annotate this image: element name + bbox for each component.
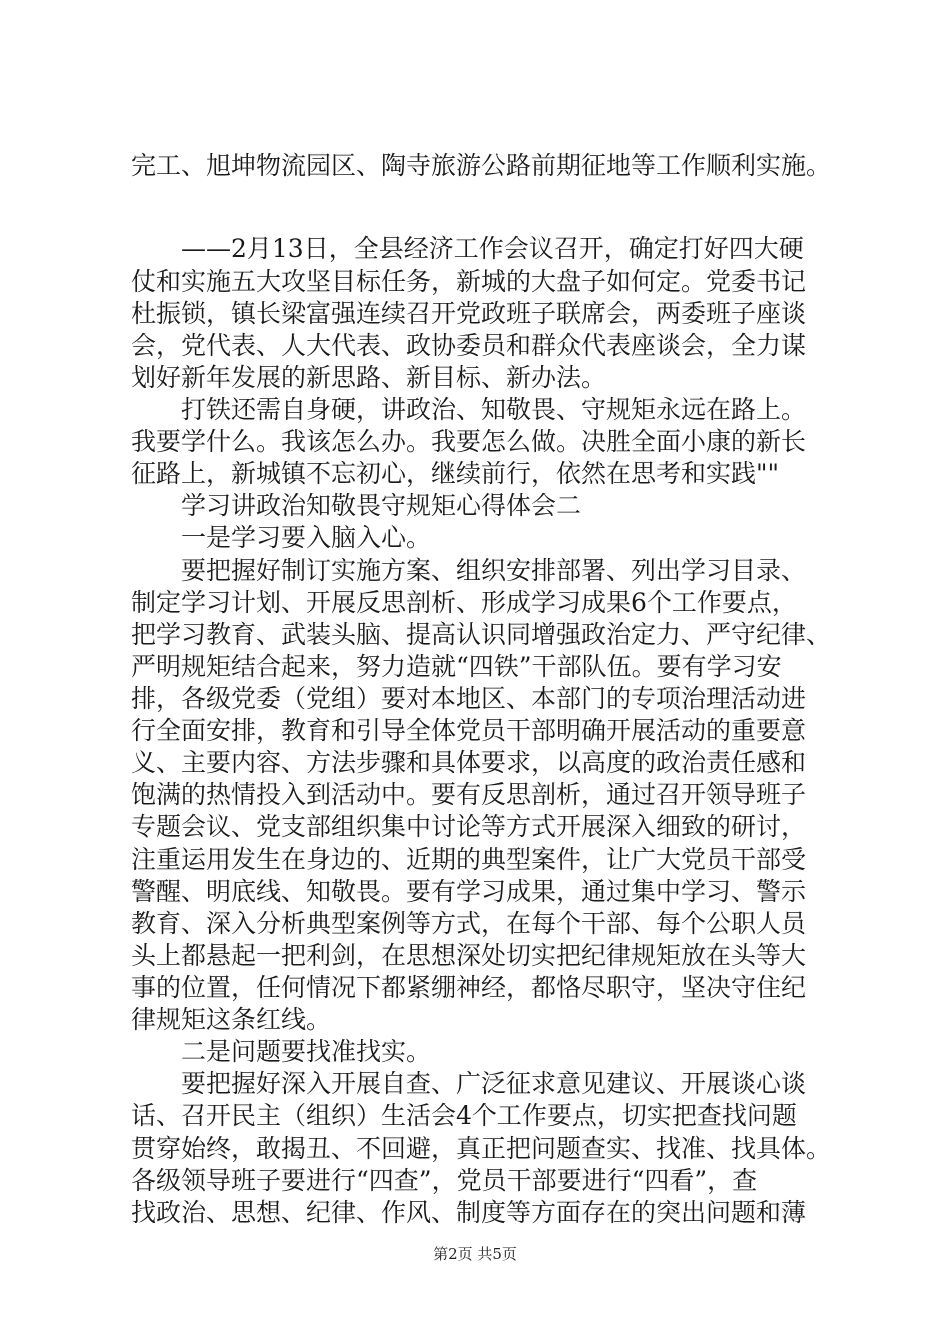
text-line: 教育、深入分析典型案例等方式，在每个干部、每个公职人员 bbox=[131, 909, 807, 938]
text-line: 征路上，新城镇不忘初心，继续前行，依然在思考和实践"" bbox=[131, 459, 780, 488]
text-line: 划好新年发展的新思路、新目标、新办法。 bbox=[131, 363, 607, 392]
subheading: 二是问题要找准找实。 bbox=[131, 1037, 432, 1066]
text-line: 专题会议、党支部组织集中讨论等方式开展深入细致的研讨， bbox=[131, 812, 807, 841]
text-line: 要把握好制订实施方案、组织安排部署、列出学习目录、 bbox=[131, 556, 807, 585]
text-line: 打铁还需自身硬，讲政治、知敬畏、守规矩永远在路上。 bbox=[131, 395, 807, 424]
subheading: 一是学习要入脑入心。 bbox=[131, 523, 432, 552]
text-line: 我要学什么。我该怎么办。我要怎么做。决胜全面小康的新长 bbox=[131, 427, 807, 456]
text-line: 警醒、明底线、知敬畏。要有学习成果，通过集中学习、警示 bbox=[131, 877, 807, 906]
text-line: 制定学习计划、开展反思剖析、形成学习成果6个工作要点， bbox=[131, 588, 797, 617]
text-line: 义、主要内容、方法步骤和具体要求，以高度的政治责任感和 bbox=[131, 748, 807, 777]
text-line: 各级领导班子要进行“四查”，党员干部要进行“四看”，查 bbox=[131, 1166, 758, 1195]
text-line: 话、召开民主（组织）生活会4个工作要点，切实把查找问题 bbox=[131, 1101, 797, 1130]
text-line: 要把握好深入开展自查、广泛征求意见建议、开展谈心谈 bbox=[131, 1069, 807, 1098]
text-line: 头上都悬起一把利剑，在思想深处切实把纪律规矩放在头等大 bbox=[131, 941, 807, 970]
text-line: 仗和实施五大攻坚目标任务，新城的大盘子如何定。党委书记 bbox=[131, 267, 807, 296]
text-line: 事的位置，任何情况下都紧绷神经，都恪尽职守，坚决守住纪 bbox=[131, 973, 807, 1002]
text-line: 注重运用发生在身边的、近期的典型案件，让广大党员干部受 bbox=[131, 845, 807, 874]
page-footer: 第2页 共5页 bbox=[433, 1245, 517, 1263]
text-line: 找政治、思想、纪律、作风、制度等方面存在的突出问题和薄 bbox=[131, 1198, 807, 1227]
text-line: 贯穿始终，敢揭丑、不回避，真正把问题查实、找准、找具体。 bbox=[131, 1134, 832, 1163]
text-line: 完工、旭坤物流园区、陶寺旅游公路前期征地等工作顺利实施。 bbox=[131, 151, 832, 180]
text-line: 律规矩这条红线。 bbox=[131, 1005, 332, 1034]
text-line: 把学习教育、武装头脑、提高认识同增强政治定力、严守纪律、 bbox=[131, 620, 832, 649]
text-line: 排，各级党委（党组）要对本地区、本部门的专项治理活动进 bbox=[131, 684, 807, 713]
text-line: 饱满的热情投入到活动中。要有反思剖析，通过召开领导班子 bbox=[131, 780, 807, 809]
text-line: ——2月13日，全县经济工作会议召开，确定打好四大硬 bbox=[131, 234, 804, 263]
text-line: 会，党代表、人大代表、政协委员和群众代表座谈会，全力谋 bbox=[131, 331, 807, 360]
text-line: 严明规矩结合起来，努力造就“四铁”干部队伍。要有学习安 bbox=[131, 652, 782, 681]
text-line: 杜振锁，镇长梁富强连续召开党政班子联席会，两委班子座谈 bbox=[131, 299, 807, 328]
text-line: 行全面安排，教育和引导全体党员干部明确开展活动的重要意 bbox=[131, 716, 807, 745]
section-heading: 学习讲政治知敬畏守规矩心得体会二 bbox=[131, 491, 582, 520]
